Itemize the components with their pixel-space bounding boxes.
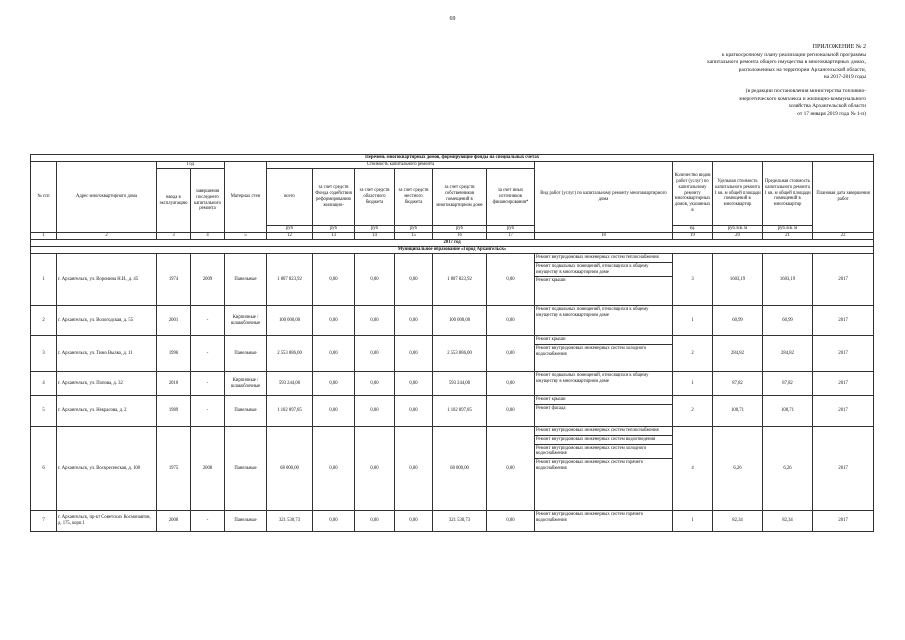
appendix-note-line: хозяйства Архангельской области [788, 103, 866, 110]
row-year-repaired: - [191, 372, 225, 396]
row-cost-fund: 0,00 [313, 372, 355, 396]
col-number: 17 [487, 233, 535, 240]
row-cost-local: 0,00 [395, 306, 433, 336]
row-plan-date: 2017 [813, 427, 874, 511]
header-year-last-repair: завершения последнего капитального ремонта [191, 169, 225, 233]
col-number: 19 [673, 233, 713, 240]
row-number: 5 [31, 396, 57, 427]
row-cost-regional: 0,00 [355, 336, 395, 372]
row-cost-fund: 0,00 [313, 254, 355, 306]
col-number: 14 [355, 233, 395, 240]
row-cost-owners: 321 530,73 [433, 511, 487, 532]
row-plan-date: 2017 [813, 372, 874, 396]
row-cost-local: 0,00 [395, 336, 433, 372]
row-cost-regional: 0,00 [355, 396, 395, 427]
col-number: 1 [31, 233, 57, 240]
row-year-built: 1989 [157, 396, 191, 427]
table-row [31, 372, 874, 396]
row-cost-owners: 1 102 897,85 [433, 396, 487, 427]
appendix-header [626, 44, 866, 118]
row-number: 2 [31, 306, 57, 336]
col-number: 12 [267, 233, 313, 240]
row-cost-fund: 0,00 [313, 306, 355, 336]
row-cost-owners: 2 553 886,00 [433, 336, 487, 372]
row-year-built: 2010 [157, 372, 191, 396]
col-number: 4 [191, 233, 225, 240]
row-cost-regional: 0,00 [355, 306, 395, 336]
unit-cell: руб./кв. м [763, 226, 813, 233]
header-year-group: Год [157, 162, 225, 169]
row-cost-total: 1 102 897,85 [267, 396, 313, 427]
row-address: г. Архангельск, ул. Вологодская, д. 55 [57, 306, 157, 336]
row-cost-total: 593 244,00 [267, 372, 313, 396]
unit-cell: руб./кв. м [713, 226, 763, 233]
header-unit-cost: Удельная стоимость капитального ремонта 1 кв. м общей площади помещений в многоквартир [713, 162, 763, 226]
appendix-line: к краткосрочному плану реализации региональной программы [721, 51, 866, 58]
row-limit-cost: 6,26 [763, 427, 813, 511]
header-cost-group: Стоимость капитального ремонта [267, 162, 535, 169]
col-number: 2 [57, 233, 157, 240]
work-type-item: Ремонт подвальных помещений, относящихся к общему имуществу в многоквартирном доме [535, 263, 672, 278]
row-address: г. Архангельск, ул. Некрасова, д. 2 [57, 396, 157, 427]
row-year-repaired: - [191, 336, 225, 372]
header-cost-owners: за счет средств собственников помещений в многоквартирном доме [433, 169, 487, 226]
col-number: 21 [763, 233, 813, 240]
row-number: 1 [31, 254, 57, 306]
header-address: Адрес многоквартирного дома [57, 162, 157, 233]
col-number: 16 [433, 233, 487, 240]
row-year-built: 1996 [157, 336, 191, 372]
row-wall-material: Панельные [225, 254, 267, 306]
row-cost-total: 321 530,73 [267, 511, 313, 532]
row-work-count: 4 [673, 427, 713, 511]
row-year-repaired: - [191, 396, 225, 427]
table-row [31, 396, 874, 427]
row-cost-total: 2 553 886,00 [267, 336, 313, 372]
col-number: 18 [535, 233, 673, 240]
row-work-types [535, 511, 673, 532]
row-cost-local: 0,00 [395, 427, 433, 511]
row-cost-owners: 593 244,00 [433, 372, 487, 396]
row-work-count: 1 [673, 306, 713, 336]
row-wall-material: Панельные [225, 396, 267, 427]
col-number: 3 [157, 233, 191, 240]
row-work-types [535, 396, 673, 427]
unit-cell: руб [355, 226, 395, 233]
header-cost-other: за счет иных источников финансирования* [487, 169, 535, 226]
row-unit-cost: 108,71 [713, 396, 763, 427]
row-address: г. Архангельск, ул. Тимо Вылко, д. 11 [57, 336, 157, 372]
col-number: 15 [395, 233, 433, 240]
header-limit-cost: Предельная стоимость капитального ремонта 1 кв. м общей площади помещений в многоквартир [763, 162, 813, 226]
header-work-count: Количество видов работ (услуг) по капитальному ремонту многоквартирных домов, указанных в [673, 162, 713, 226]
row-cost-other: 0,00 [487, 254, 535, 306]
row-work-types [535, 254, 673, 306]
row-cost-total: 1 807 823,92 [267, 254, 313, 306]
row-plan-date: 2017 [813, 511, 874, 532]
row-unit-cost: 82,34 [713, 511, 763, 532]
row-work-types [535, 372, 673, 396]
unit-cell: руб [433, 226, 487, 233]
work-type-item: Ремонт крыши [536, 278, 566, 284]
row-cost-fund: 0,00 [313, 427, 355, 511]
table-row [31, 336, 874, 372]
table-row [31, 254, 874, 306]
unit-cell: руб [313, 226, 355, 233]
row-cost-total: 100 000,00 [267, 306, 313, 336]
row-unit-cost: 60,99 [713, 306, 763, 336]
row-cost-regional: 0,00 [355, 372, 395, 396]
row-plan-date: 2017 [813, 336, 874, 372]
row-work-count: 1 [673, 372, 713, 396]
row-year-built: 2008 [157, 511, 191, 532]
row-plan-date: 2017 [813, 254, 874, 306]
header-year-commission: ввода в эксплуатацию [157, 169, 191, 233]
row-unit-cost: 6,26 [713, 427, 763, 511]
row-unit-cost: 1603,19 [713, 254, 763, 306]
work-type-item: Ремонт внутридомовых инженерных систем теплоснабжения [535, 427, 672, 436]
row-number: 6 [31, 427, 57, 511]
col-number: 22 [813, 233, 874, 240]
row-work-count: 1 [673, 511, 713, 532]
work-type-item: Ремонт крыши [535, 336, 672, 345]
year-row: 2017 год [31, 240, 874, 247]
row-cost-owners: 1 807 823,92 [433, 254, 487, 306]
row-plan-date: 2017 [813, 306, 874, 336]
row-cost-owners: 100 000,00 [433, 306, 487, 336]
row-address: г. Архангельск, пр-кт Советских Космонавтов, д. 175, корп.1 [57, 511, 157, 532]
row-cost-other: 0,00 [487, 336, 535, 372]
row-wall-material: Панельные [225, 336, 267, 372]
work-type-item: Ремонт внутридомовых инженерных систем горячего водоснабжения [536, 460, 644, 471]
row-wall-material: Кирпичные / шлакоблочные [225, 372, 267, 396]
table-body [31, 254, 874, 532]
work-type-item: Ремонт крыши [535, 396, 672, 405]
row-cost-owners: 68 000,00 [433, 427, 487, 511]
row-cost-local: 0,00 [395, 511, 433, 532]
unit-cell: руб [395, 226, 433, 233]
row-plan-date: 2017 [813, 396, 874, 427]
work-type-item: Ремонт внутридомовых инженерных систем холодного водоснабжения [535, 445, 672, 460]
header-cost-local: за счет средств местного бюджета [395, 169, 433, 226]
header-cost-total: всего [267, 169, 313, 226]
appendix-note-line: энергетического комплекса и жилищно-коммунального [738, 95, 866, 102]
row-number: 7 [31, 511, 57, 532]
header-plan-date: Плановая дата завершения работ [813, 162, 874, 233]
table-row [31, 306, 874, 336]
header-wall-material: Материал стен [225, 162, 267, 233]
col-number: 13 [313, 233, 355, 240]
row-cost-other: 0,00 [487, 396, 535, 427]
row-unit-cost: 87,82 [713, 372, 763, 396]
unit-cell: ед. [673, 226, 713, 233]
row-cost-other: 0,00 [487, 372, 535, 396]
row-work-types [535, 336, 673, 372]
table-caption: Перечень многоквартирных домов, формирующие фонды на специальных счетах [31, 155, 874, 162]
row-cost-total: 68 000,00 [267, 427, 313, 511]
appendix-line: на 2017-2019 годы [823, 74, 866, 81]
row-year-repaired: - [191, 511, 225, 532]
work-type-item: Ремонт фасада [536, 405, 566, 411]
row-limit-cost: 60,99 [763, 306, 813, 336]
row-cost-local: 0,00 [395, 372, 433, 396]
row-work-count: 2 [673, 396, 713, 427]
appendix-line: капитального ремонта общего имущества в многоквартирных домах, [707, 59, 866, 66]
unit-cell: руб [487, 226, 535, 233]
appendix-line: расположенных на территории Архангельской области, [738, 66, 866, 73]
row-year-repaired: 2009 [191, 254, 225, 306]
row-work-types [535, 427, 673, 511]
row-cost-regional: 0,00 [355, 254, 395, 306]
row-cost-other: 0,00 [487, 511, 535, 532]
work-type-item: Ремонт внутридомовых инженерных систем теплоснабжения [535, 254, 672, 263]
row-limit-cost: 284,82 [763, 336, 813, 372]
row-number: 3 [31, 336, 57, 372]
row-address: г. Архангельск, ул. Воскресенская, д. 100 [57, 427, 157, 511]
row-number: 4 [31, 372, 57, 396]
row-limit-cost: 87,82 [763, 372, 813, 396]
work-type-item: Ремонт внутридомовых инженерных систем водоотведения [535, 436, 672, 445]
work-type-item: Ремонт подвальных помещений, относящихся к общему имуществу в многоквартирном доме [536, 307, 649, 318]
header-cost-regional: за счет средств областного бюджета [355, 169, 395, 226]
row-address: г. Архангельск, ул. Воронина Н.И., д. 45 [57, 254, 157, 306]
row-cost-regional: 0,00 [355, 427, 395, 511]
work-type-item: Ремонт подвальных помещений, относящихся к общему имуществу в многоквартирном доме [536, 373, 649, 384]
header-num: № п/п [31, 162, 57, 233]
row-cost-fund: 0,00 [313, 336, 355, 372]
table-row [31, 427, 874, 511]
appendix-note-line: от 17 января 2019 года № 1-п) [797, 110, 866, 117]
row-cost-fund: 0,00 [313, 396, 355, 427]
col-number: 5 [225, 233, 267, 240]
work-type-item: Ремонт внутридомовых инженерных систем холодного водоснабжения [536, 345, 647, 357]
housing-repair-table [30, 154, 874, 532]
header-work-type: Вид работ (услуг) по капитальному ремонту многоквартирного дома [535, 162, 673, 233]
table-row [31, 511, 874, 532]
work-type-item: Ремонт внутридомовых инженерных систем горячего водоснабжения [536, 512, 644, 523]
row-limit-cost: 1603,19 [763, 254, 813, 306]
row-work-count: 3 [673, 254, 713, 306]
row-cost-other: 0,00 [487, 427, 535, 511]
row-limit-cost: 82,34 [763, 511, 813, 532]
row-year-built: 1975 [157, 427, 191, 511]
row-year-built: 2001 [157, 306, 191, 336]
col-number: 20 [713, 233, 763, 240]
row-cost-local: 0,00 [395, 396, 433, 427]
row-cost-fund: 0,00 [313, 511, 355, 532]
row-unit-cost: 284,82 [713, 336, 763, 372]
row-year-built: 1974 [157, 254, 191, 306]
row-year-repaired: 2008 [191, 427, 225, 511]
row-wall-material: Панельные [225, 427, 267, 511]
row-address: г. Архангельск, ул. Попова, д. 32 [57, 372, 157, 396]
row-wall-material: Панельные [225, 511, 267, 532]
row-limit-cost: 108,71 [763, 396, 813, 427]
appendix-note-line: (в редакции постановления министерства топливно- [745, 87, 866, 94]
header-cost-fund: за счет средств Фонда содействия реформированию жилищно- [313, 169, 355, 226]
row-work-types [535, 306, 673, 336]
row-wall-material: Кирпичные / шлакоблочные [225, 306, 267, 336]
unit-cell: руб [267, 226, 313, 233]
row-year-repaired: - [191, 306, 225, 336]
page-number: 69 [449, 16, 456, 22]
row-cost-other: 0,00 [487, 306, 535, 336]
row-cost-regional: 0,00 [355, 511, 395, 532]
row-cost-local: 0,00 [395, 254, 433, 306]
appendix-title: ПРИЛОЖЕНИЕ № 2 [812, 44, 866, 50]
municipality-row: Муниципальное образование «Город Архангельск» [31, 247, 874, 254]
row-work-count: 2 [673, 336, 713, 372]
